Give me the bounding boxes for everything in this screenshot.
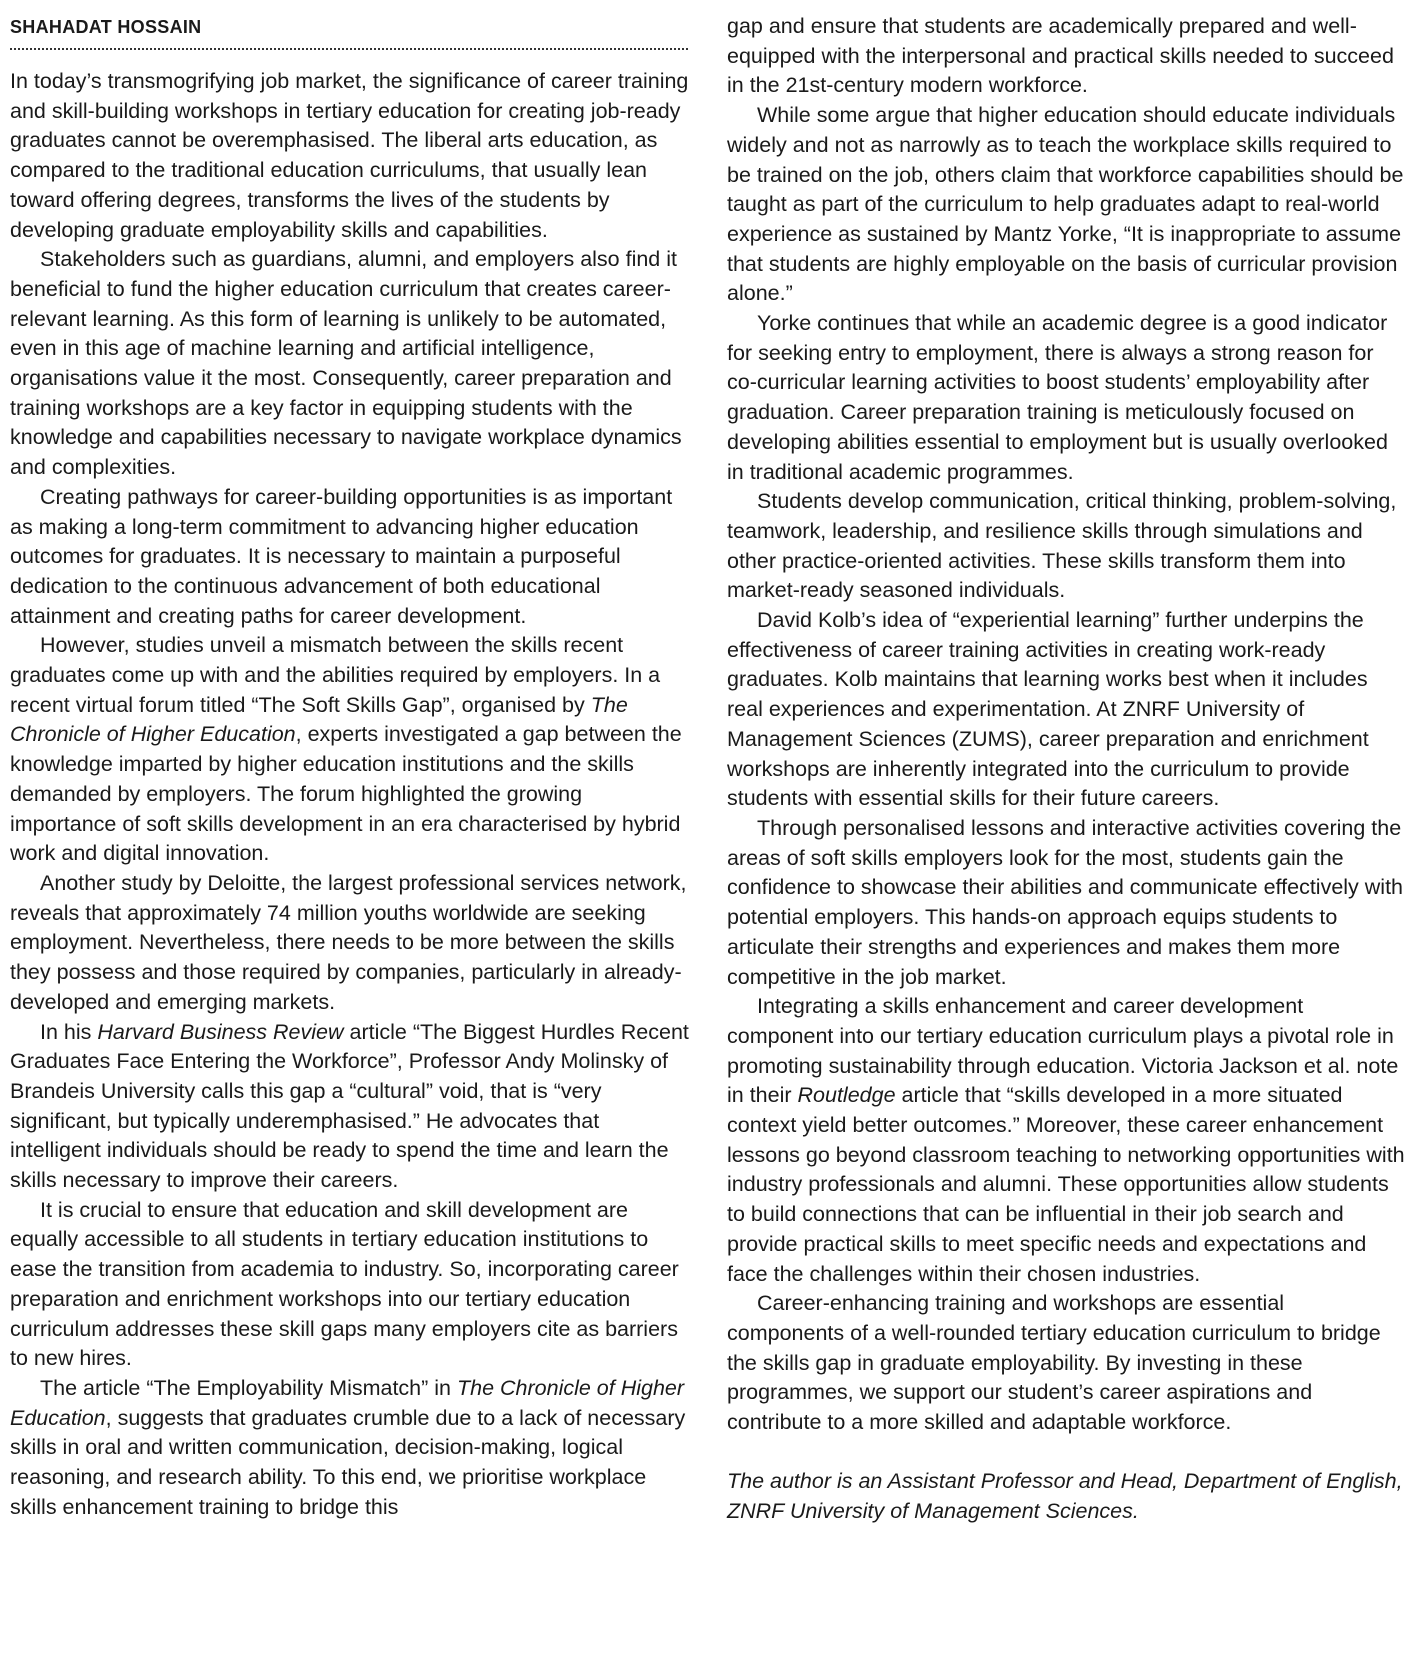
- author-byline: SHAHADAT HOSSAIN: [10, 16, 688, 50]
- paragraph-8-text-a: The article “The Employability Mismatch” in: [40, 1375, 457, 1400]
- paragraph-13: David Kolb’s idea of “experiential learning” further underpins the effectiveness of career training activities in creating work-ready graduates. Kolb maintains that learning works best when it includes real experiences and experimentation. At ZNRF University of Management Sciences (ZUMS), career preparation and enrichment workshops are inherently integrated into the curriculum to provide students with essential skills for their future careers.: [727, 608, 1369, 811]
- paragraph-4-text-a: However, studies unveil a mismatch between the skills recent graduates come up with and the abilities required by employers. In a recent virtual forum titled “The Soft Skills Gap”, organised by: [10, 633, 661, 717]
- publication-title: Routledge: [797, 1083, 896, 1108]
- paragraph-10: While some argue that higher education should educate individuals widely and not as narrowly as to teach the workplace skills required to be trained on the job, others claim that workforce capabilities should be taught as part of the curriculum to help graduates adapt to real-world experience as sustained by Mantz Yorke, “It is inappropriate to assume that students are highly employable on the basis of curricular provision alone.”: [727, 103, 1404, 306]
- paragraph-15-text-b: article that “skills developed in a more situated context yield better outcomes.” Moreover, these career enhancement lessons go beyond classroom teaching to networking opportunities with industry professionals and alumni. These opportunities allow students to build connections that can be influential in their job search and provide practical skills to meet specific needs and expectations and face the challenges within their chosen industries.: [727, 1083, 1405, 1286]
- paragraph-4-text-b: , experts investigated a gap between the knowledge imparted by higher education institutions and the skills demanded by employers. The forum highlighted the growing importance of soft skills development in an era characterised by hybrid work and digital innovation.: [10, 722, 682, 866]
- right-column: [727, 12, 1405, 1527]
- paragraph-4: [10, 631, 690, 869]
- author-note: [727, 1467, 1405, 1526]
- paragraph-11: Yorke continues that while an academic degree is a good indicator for seeking entry to employment, there is always a strong reason for co-curricular learning activities to boost students’ employability after graduation. Career preparation training is meticulously focused on developing abilities essential to employment but is usually overlooked in traditional academic programmes.: [727, 311, 1388, 484]
- paragraph-5: Another study by Deloitte, the largest professional services network, reveals that approximately 74 million youths worldwide are seeking employment. Nevertheless, there needs to be more between the skills they possess and those required by companies, particularly in already-developed and emerging markets.: [10, 870, 687, 1014]
- paragraph-15-text-a: Integrating a skills enhancement and career development component into our tertiary education curriculum plays a pivotal role in promoting sustainability through education. Victoria Jackson et al. note in their: [727, 994, 1399, 1108]
- paragraph-8-text-b: , suggests that graduates crumble due to a lack of necessary skills in oral and written communication, decision-making, logical reasoning, and research ability. To this end, we prioritise workplace skills enhancement training to bridge this: [10, 1405, 686, 1519]
- paragraph-16: Career-enhancing training and workshops are essential components of a well-rounded tertiary education curriculum to bridge the skills gap in graduate employability. By investing in these programmes, we support our student’s career aspirations and contribute to a more skilled and adaptable workforce.: [727, 1291, 1381, 1435]
- paragraph-1: In today’s transmogrifying job market, the significance of career training and skill-building workshops in tertiary education for creating job-ready graduates cannot be overemphasised. The liberal arts education, as compared to the traditional education curriculums, that usually lean toward offering degrees, transforms the lives of the students by developing graduate employability skills and capabilities.: [10, 69, 689, 242]
- paragraph-6-text-b: article “The Biggest Hurdles Recent Graduates Face Entering the Workforce”, Professor Andy Molinsky of Brandeis University calls this gap a “cultural” void, that is “very significant, but typically underemphasised.” He advocates that intelligent individuals should be ready to spend the time and learn the skills necessary to improve their careers.: [10, 1019, 689, 1193]
- publication-title: The Chronicle of Higher Education: [10, 692, 628, 747]
- paragraph-14: Through personalised lessons and interactive activities covering the areas of soft skills employers look for the most, students gain the confidence to showcase their abilities and communicate effectively with potential employers. This hands-on approach equips students to articulate their strengths and experiences and makes them more competitive in the job market.: [727, 815, 1404, 989]
- publication-title: Harvard Business Review: [97, 1019, 344, 1044]
- publication-title: The Chronicle of Higher Education: [10, 1375, 685, 1430]
- paragraph-12: Students develop communication, critical thinking, problem-solving, teamwork, leadership, and resilience skills through simulations and other practice-oriented activities. These skills transform them into market-ready seasoned individuals.: [727, 489, 1397, 603]
- paragraph-2: Stakeholders such as guardians, alumni, and employers also find it beneficial to fund the higher education curriculum that creates career-relevant learning. As this form of learning is unlikely to be automated, even in this age of machine learning and artificial intelligence, organisations value it the most. Consequently, career preparation and training workshops are a key factor in equipping students with the knowledge and capabilities necessary to navigate workplace dynamics and complexities.: [10, 247, 682, 480]
- left-column: [10, 0, 690, 1522]
- paragraph-6-text-a: In his: [40, 1019, 98, 1044]
- paragraph-3: Creating pathways for career-building opportunities is as important as making a long-term commitment to advancing higher education outcomes for graduates. It is necessary to maintain a purposeful dedication to the continuous advancement of both educational attainment and creating paths for career development.: [10, 484, 673, 628]
- paragraph-15: [727, 992, 1405, 1289]
- paragraph-7: It is crucial to ensure that education and skill development are equally accessible to all students in tertiary education institutions to ease the transition from academia to industry. So, incorporating career preparation and enrichment workshops into our tertiary education curriculum addresses these skill gaps many employers cite as barriers to new hires.: [10, 1197, 679, 1371]
- paragraph-6: [10, 1018, 690, 1196]
- paragraph-8: [10, 1374, 690, 1523]
- paragraph-9: gap and ensure that students are academically prepared and well-equipped with the interpersonal and practical skills needed to succeed in the 21st-century modern workforce.: [727, 14, 1394, 98]
- author-note-text: The author is an Assistant Professor and Head, Department of English, ZNRF University of Management Sciences.: [727, 1469, 1403, 1524]
